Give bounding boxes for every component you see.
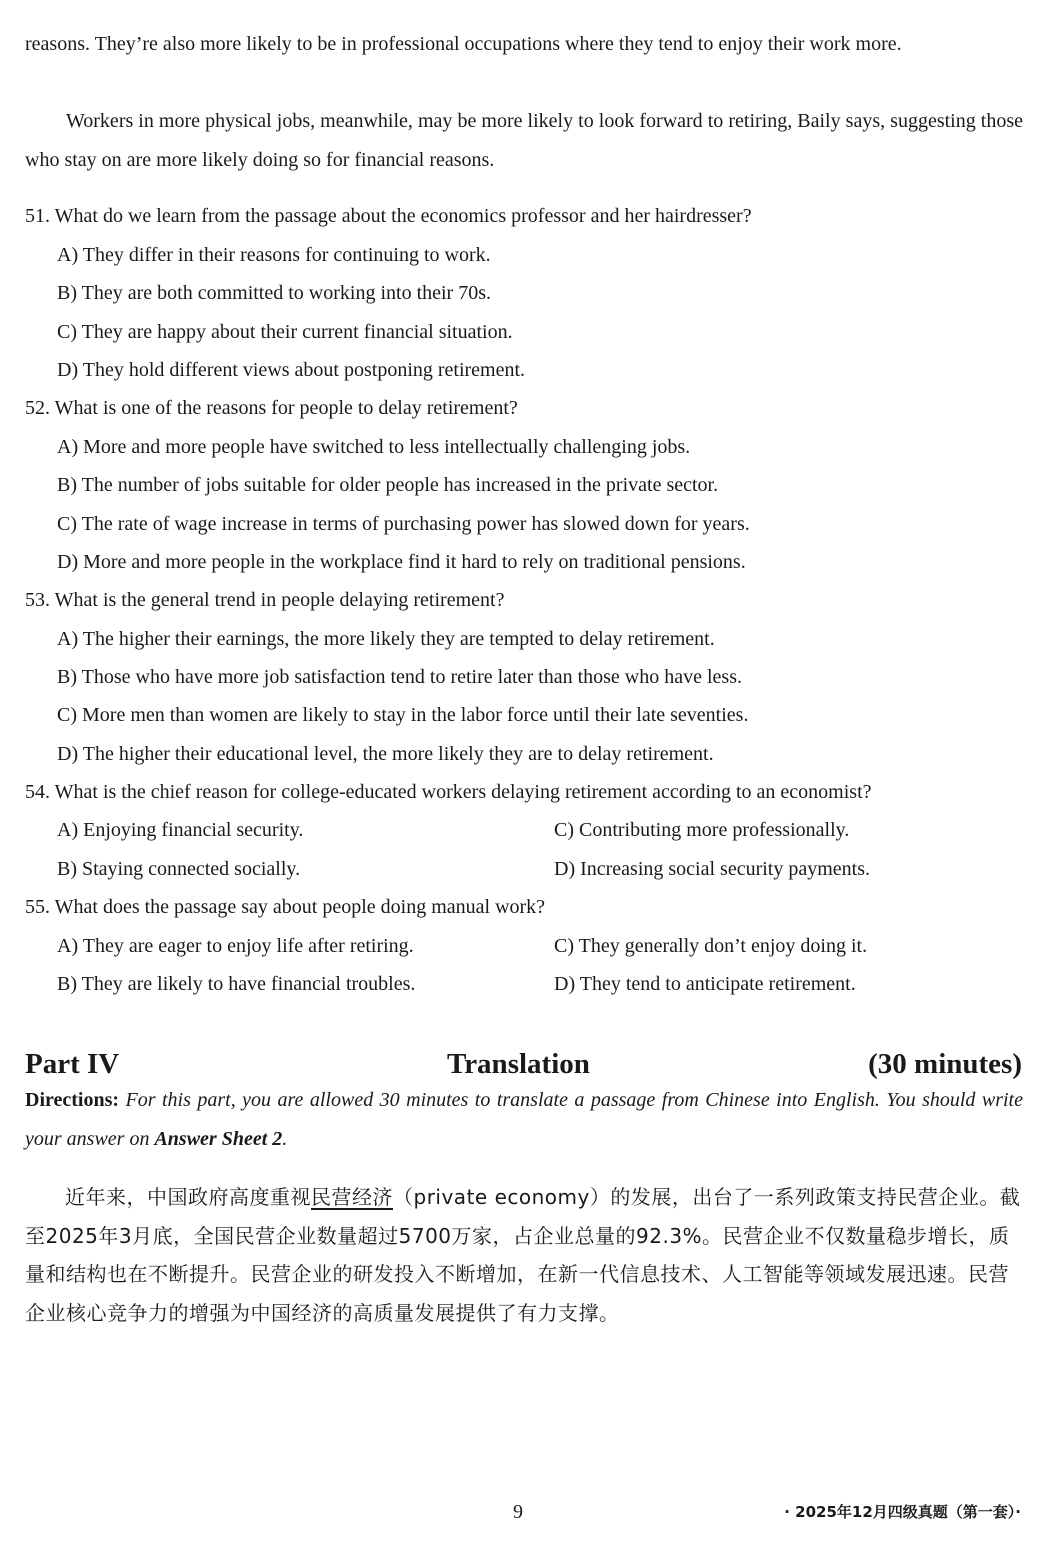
question-55-option-b: B) They are likely to have financial troubles. xyxy=(57,973,416,995)
directions-label: Directions: xyxy=(25,1089,120,1111)
translation-underlined-term: 民营经济 xyxy=(311,1185,393,1209)
answer-sheet-ref: Answer Sheet 2 xyxy=(154,1127,283,1150)
passage-paragraph: Workers in more physical jobs, meanwhile, may be more likely to look forward to retiring, Baily says, suggesting those who stay on are more likely doing so for financial reasons. xyxy=(25,110,1023,171)
page-number: 9 xyxy=(513,1501,523,1523)
question-52-option-c: C) The rate of wage increase in terms of purchasing power has slowed down for years. xyxy=(57,513,750,535)
question-54-option-a: A) Enjoying financial security. xyxy=(57,819,304,841)
question-54-option-d: D) Increasing social security payments. xyxy=(554,858,871,880)
question-52-option-a: A) More and more people have switched to less intellectually challenging jobs. xyxy=(57,436,691,458)
question-53-option-b: B) Those who have more job satisfaction tend to retire later than those who have less. xyxy=(57,666,742,688)
part-label: Part IV xyxy=(25,1048,120,1080)
question-51-option-b: B) They are both committed to working into their 70s. xyxy=(57,282,492,304)
question-52-option-b: B) The number of jobs suitable for older people has increased in the private sector. xyxy=(57,474,719,496)
question-52-stem: 52. What is one of the reasons for people to delay retirement? xyxy=(25,397,518,419)
question-51-option-c: C) They are happy about their current financial situation. xyxy=(57,321,513,343)
question-52-option-d: D) More and more people in the workplace find it hard to rely on traditional pensions. xyxy=(57,551,746,573)
question-51-stem: 51. What do we learn from the passage about the economics professor and her hairdresser? xyxy=(25,205,752,227)
question-54-stem: 54. What is the chief reason for college-educated workers delaying retirement according to an economist? xyxy=(25,781,872,803)
question-54-option-b: B) Staying connected socially. xyxy=(57,858,301,880)
question-53-option-c: C) More men than women are likely to stay in the labor force until their late seventies. xyxy=(57,704,749,726)
question-55-option-c: C) They generally don’t enjoy doing it. xyxy=(554,935,868,957)
part-time: (30 minutes) xyxy=(868,1048,1022,1080)
question-51-option-d: D) They hold different views about postponing retirement. xyxy=(57,359,526,381)
exam-title: · 2025年12月四级真题（第一套）· xyxy=(784,1503,1021,1521)
question-55-option-a: A) They are eager to enjoy life after retiring. xyxy=(57,935,414,957)
question-53-option-d: D) The higher their educational level, the more likely they are to delay retirement. xyxy=(57,743,714,765)
directions-text: For this part, you are allowed 30 minutes to translate a passage from Chinese into English. You should write your answer on xyxy=(25,1089,1023,1150)
translation-passage xyxy=(25,1178,1023,1332)
part-title: Translation xyxy=(447,1048,590,1080)
question-54-option-c: C) Contributing more professionally. xyxy=(554,819,850,841)
translation-part-2: （private economy）的发展，出台了一系列政策支持民营企业。截至2025年3月底，全国民营企业数量超过5700万家，占企业总量的92.3%。民营企业不仅数量稳步增长，质量和结构也在不断提升。民营企业的研发投入不断增加，在新一代信息技术、人工智能等领域发展迅速。民营企业核心竞争力的增强为中国经济的高质量发展提供了有力支撑。 xyxy=(25,1185,1021,1325)
passage-continuation: reasons. They’re also more likely to be in professional occupations where they tend to enjoy their work more. xyxy=(25,33,902,55)
directions-end: . xyxy=(282,1127,288,1150)
question-53-stem: 53. What is the general trend in people delaying retirement? xyxy=(25,589,505,611)
question-51-option-a: A) They differ in their reasons for continuing to work. xyxy=(57,244,491,266)
question-55-stem: 55. What does the passage say about people doing manual work? xyxy=(25,896,546,918)
translation-part-1: 近年来，中国政府高度重视 xyxy=(65,1185,311,1209)
question-55-option-d: D) They tend to anticipate retirement. xyxy=(554,973,856,995)
directions xyxy=(25,1081,1023,1158)
question-53-option-a: A) The higher their earnings, the more likely they are tempted to delay retirement. xyxy=(57,628,715,650)
